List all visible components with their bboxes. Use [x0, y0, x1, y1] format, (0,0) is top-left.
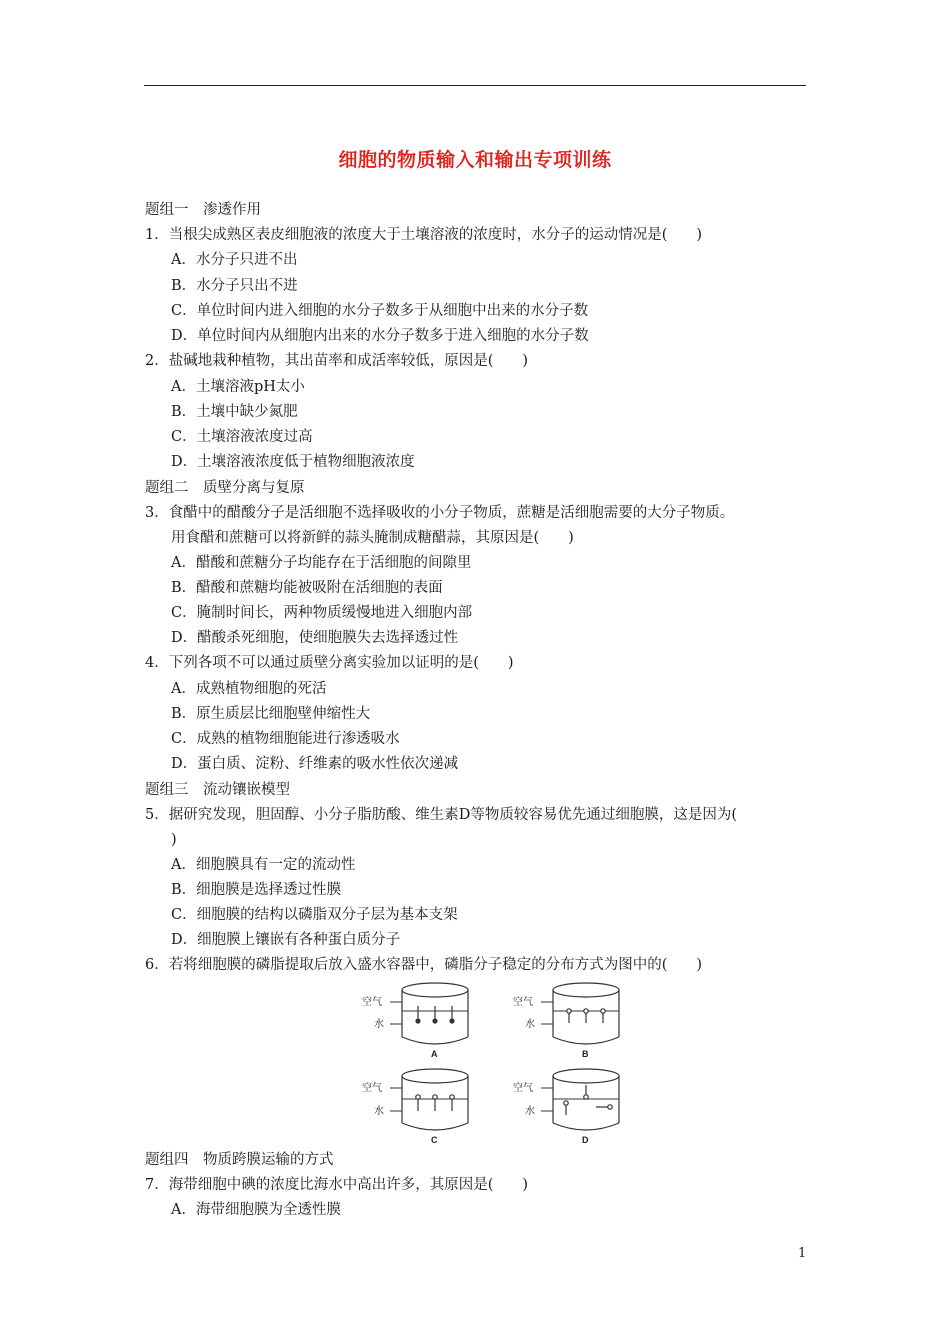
answer-option: A．细胞膜具有一定的流动性: [171, 857, 356, 873]
page-title: 细胞的物质输入和输出专项训练: [338, 149, 612, 171]
air-label: 空气: [513, 997, 533, 1008]
question-text: 7．海带细胞中碘的浓度比海水中高出许多，其原因是( ): [145, 1177, 529, 1193]
answer-option: 用食醋和蔗糖可以将新鲜的蒜头腌制成糖醋蒜，其原因是( ): [171, 530, 574, 546]
answer-option: A．成熟植物细胞的死活: [171, 681, 327, 697]
question-text: 4．下列各项不可以通过质壁分离实验加以证明的是( ): [145, 655, 514, 671]
answer-option: C．土壤溶液浓度过高: [171, 429, 313, 445]
question-text: 2．盐碱地栽种植物，其出苗率和成活率较低，原因是( ): [145, 353, 529, 369]
answer-option: A．土壤溶液pH太小: [171, 379, 305, 395]
air-label: 空气: [362, 997, 382, 1008]
figure-panel-a: [362, 983, 468, 1059]
section-heading: 题组三 流动镶嵌模型: [145, 782, 290, 798]
answer-option: B．水分子只出不进: [171, 278, 298, 294]
answer-option: D．细胞膜上镶嵌有各种蛋白质分子: [171, 932, 401, 948]
air-label: 空气: [362, 1083, 382, 1094]
answer-option: C．单位时间内进入细胞的水分子数多于从细胞中出来的水分子数: [171, 303, 589, 319]
answer-option: C．腌制时间长，两种物质缓慢地进入细胞内部: [171, 605, 473, 621]
section-heading: 题组二 质壁分离与复原: [145, 480, 305, 496]
figure-panel-d: [513, 1069, 619, 1145]
panel-label-d: D: [582, 1135, 589, 1145]
panel-label-b: B: [582, 1049, 589, 1059]
answer-option: A．醋酸和蔗糖分子均能存在于活细胞的间隙里: [171, 555, 472, 571]
answer-option: B．细胞膜是选择透过性膜: [171, 882, 342, 898]
answer-option: ): [171, 832, 177, 848]
question-text: 6．若将细胞膜的磷脂提取后放入盛水容器中，磷脂分子稳定的分布方式为图中的( ): [145, 957, 703, 973]
answer-option: C．成熟的植物细胞能进行渗透吸水: [171, 731, 400, 747]
phospholipid-figure: [360, 977, 630, 1147]
answer-option: D．蛋白质、淀粉、纤维素的吸水性依次递减: [171, 756, 459, 772]
water-label: 水: [374, 1019, 384, 1030]
section-heading: 题组一 渗透作用: [145, 202, 261, 218]
question-text: 5．据研究发现，胆固醇、小分子脂肪酸、维生素D等物质较容易优先通过细胞膜，这是因为(: [145, 807, 738, 823]
answer-option: C．细胞膜的结构以磷脂双分子层为基本支架: [171, 907, 458, 923]
answer-option: A．海带细胞膜为全透性膜: [171, 1202, 341, 1218]
answer-option: B．原生质层比细胞壁伸缩性大: [171, 706, 371, 722]
header-rule: [144, 85, 806, 86]
answer-option: D．醋酸杀死细胞，使细胞膜失去选择透过性: [171, 630, 459, 646]
section-heading: 题组四 物质跨膜运输的方式: [145, 1152, 334, 1168]
answer-option: A．水分子只进不出: [171, 252, 298, 268]
figure-panel-b: [513, 983, 619, 1059]
water-label: 水: [374, 1106, 384, 1117]
air-label: 空气: [513, 1083, 533, 1094]
water-label: 水: [525, 1019, 535, 1030]
figure-panel-c: [362, 1069, 468, 1145]
answer-option: D．土壤溶液浓度低于植物细胞液浓度: [171, 454, 415, 470]
answer-option: B．醋酸和蔗糖均能被吸附在活细胞的表面: [171, 580, 443, 596]
answer-option: B．土壤中缺少氮肥: [171, 404, 298, 420]
panel-label-c: C: [431, 1135, 438, 1145]
question-text: 3．食醋中的醋酸分子是活细胞不选择吸收的小分子物质，蔗糖是活细胞需要的大分子物质。: [145, 505, 735, 521]
panel-label-a: A: [431, 1049, 438, 1059]
answer-option: D．单位时间内从细胞内出来的水分子数多于进入细胞的水分子数: [171, 328, 589, 344]
question-text: 1．当根尖成熟区表皮细胞液的浓度大于土壤溶液的浓度时，水分子的运动情况是( ): [145, 227, 703, 243]
page-number: 1: [798, 1246, 807, 1261]
water-label: 水: [525, 1106, 535, 1117]
